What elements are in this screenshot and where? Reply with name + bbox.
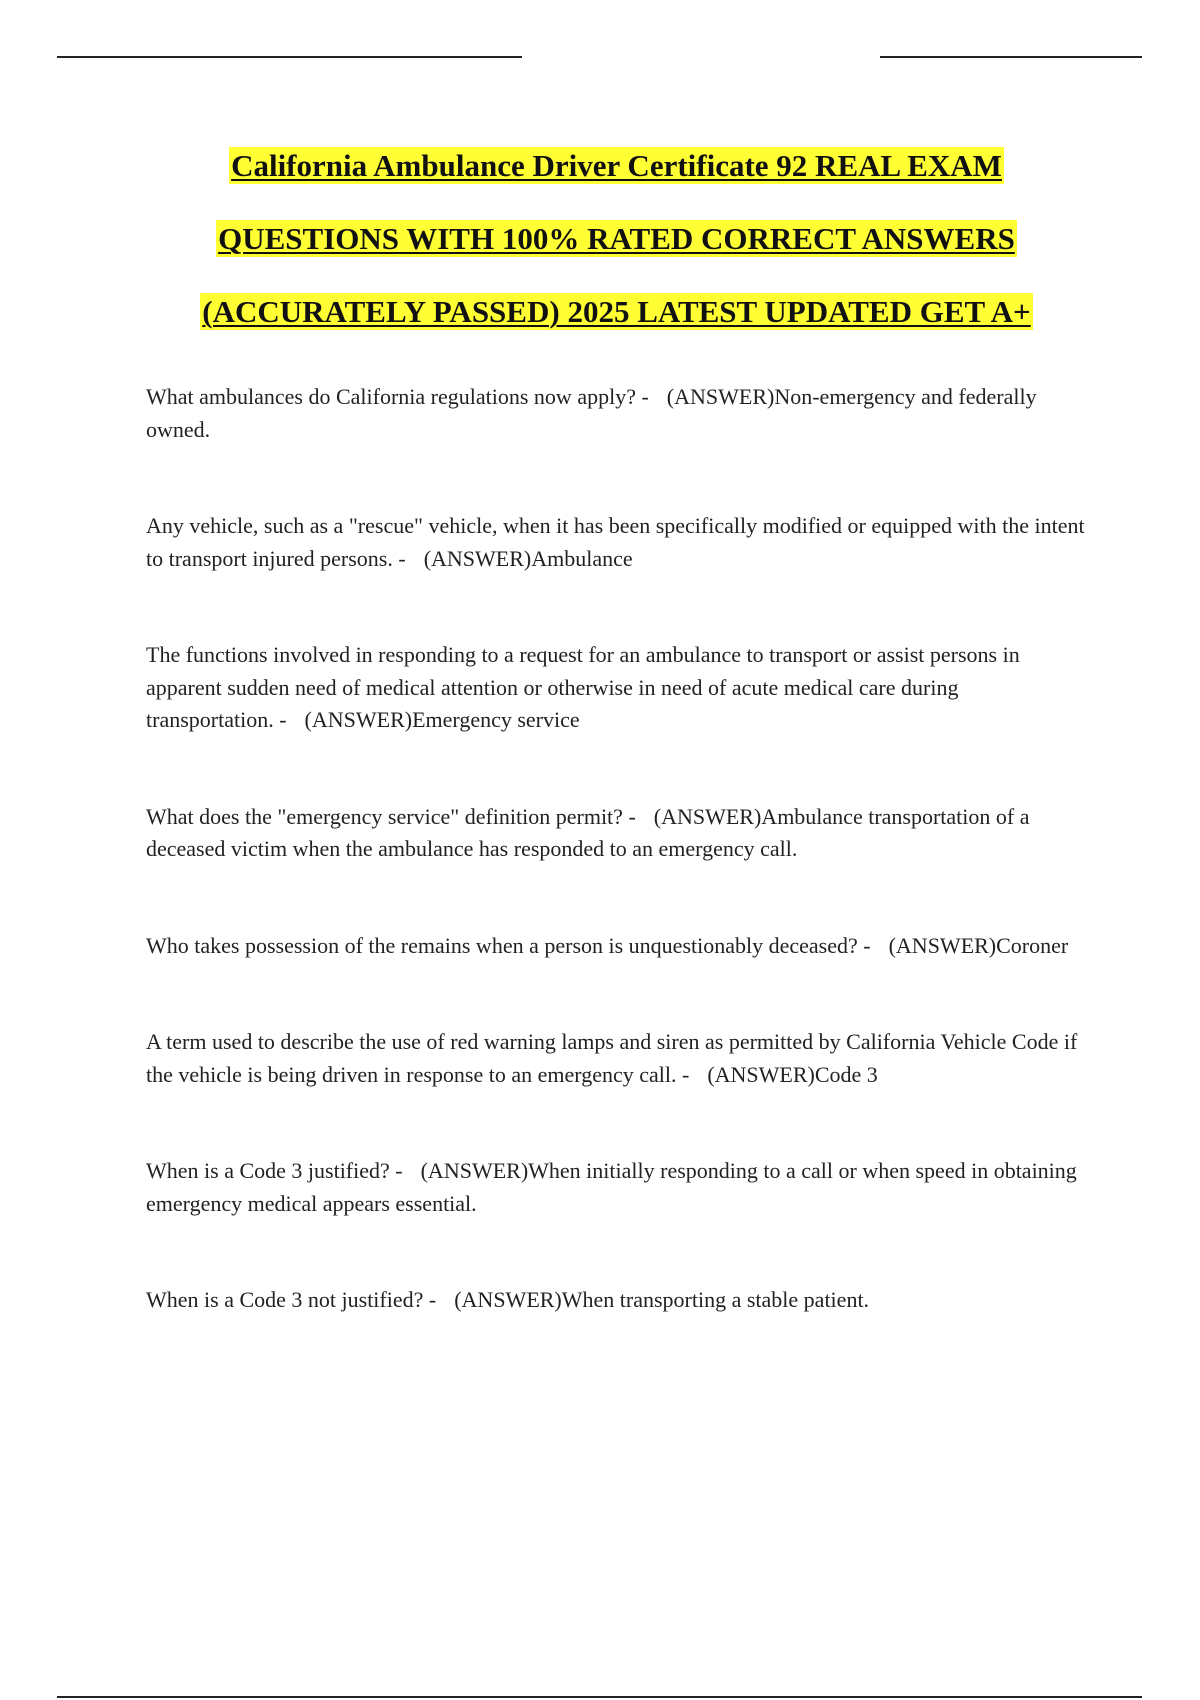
answer-text: (ANSWER)Coroner: [888, 932, 1069, 958]
answer-text: (ANSWER)When initially responding to a call or when speed in obtaining emergency medical appears essential.: [146, 1158, 1077, 1216]
title-line: [0, 213, 1200, 286]
answer-text: (ANSWER)Code 3: [707, 1061, 878, 1087]
title-line-text: California Ambulance Driver Certificate 92 REAL EXAM: [231, 148, 1002, 183]
footer-rule: [57, 1696, 1142, 1698]
question-text: What ambulances do California regulations now apply? -: [146, 384, 649, 409]
header-rule-right: [880, 56, 1142, 58]
qa-item: [146, 381, 1091, 446]
qa-item: [146, 639, 1091, 737]
qa-item: [146, 930, 1091, 963]
question-text: Who takes possession of the remains when a person is unquestionably deceased? -: [146, 933, 871, 958]
answer-text: (ANSWER)Non-emergency and federally owned.: [146, 384, 1037, 442]
qa-item: [146, 510, 1091, 575]
answer-text: (ANSWER)Emergency service: [304, 707, 580, 732]
title-line-text: (ACCURATELY PASSED) 2025 LATEST UPDATED GET A+: [202, 294, 1031, 329]
qa-item: [146, 1284, 1091, 1317]
title-line-text: QUESTIONS WITH 100% RATED CORRECT ANSWERS: [218, 221, 1015, 256]
qa-item: [146, 1026, 1091, 1091]
answer-text: (ANSWER)Ambulance: [423, 545, 633, 571]
question-text: When is a Code 3 not justified? -: [146, 1287, 436, 1312]
title-line: [0, 286, 1200, 359]
answer-text: (ANSWER)Ambulance transportation of a deceased victim when the ambulance has responded to an emergency call.: [146, 803, 1030, 861]
answer-text: (ANSWER)When transporting a stable patient.: [454, 1287, 870, 1312]
question-text: When is a Code 3 justified? -: [146, 1158, 403, 1183]
qa-item: [146, 801, 1091, 866]
question-text: Any vehicle, such as a "rescue" vehicle, when it has been specifically modified or equipped with the intent to transport injured persons. -: [146, 513, 1085, 571]
qa-item: [146, 1155, 1091, 1220]
question-text: The functions involved in responding to a request for an ambulance to transport or assist persons in apparent sudden need of medical attention or otherwise in need of acute medical care during transportation. -: [146, 642, 1020, 732]
question-answer-list: [146, 381, 1091, 1381]
question-text: What does the "emergency service" definition permit? -: [146, 804, 636, 829]
question-text: A term used to describe the use of red warning lamps and siren as permitted by California Vehicle Code if the vehicle is being driven in response to an emergency call. -: [146, 1029, 1077, 1087]
header-rule-left: [57, 56, 522, 58]
title-line: [0, 140, 1200, 213]
document-title: [0, 140, 1200, 359]
